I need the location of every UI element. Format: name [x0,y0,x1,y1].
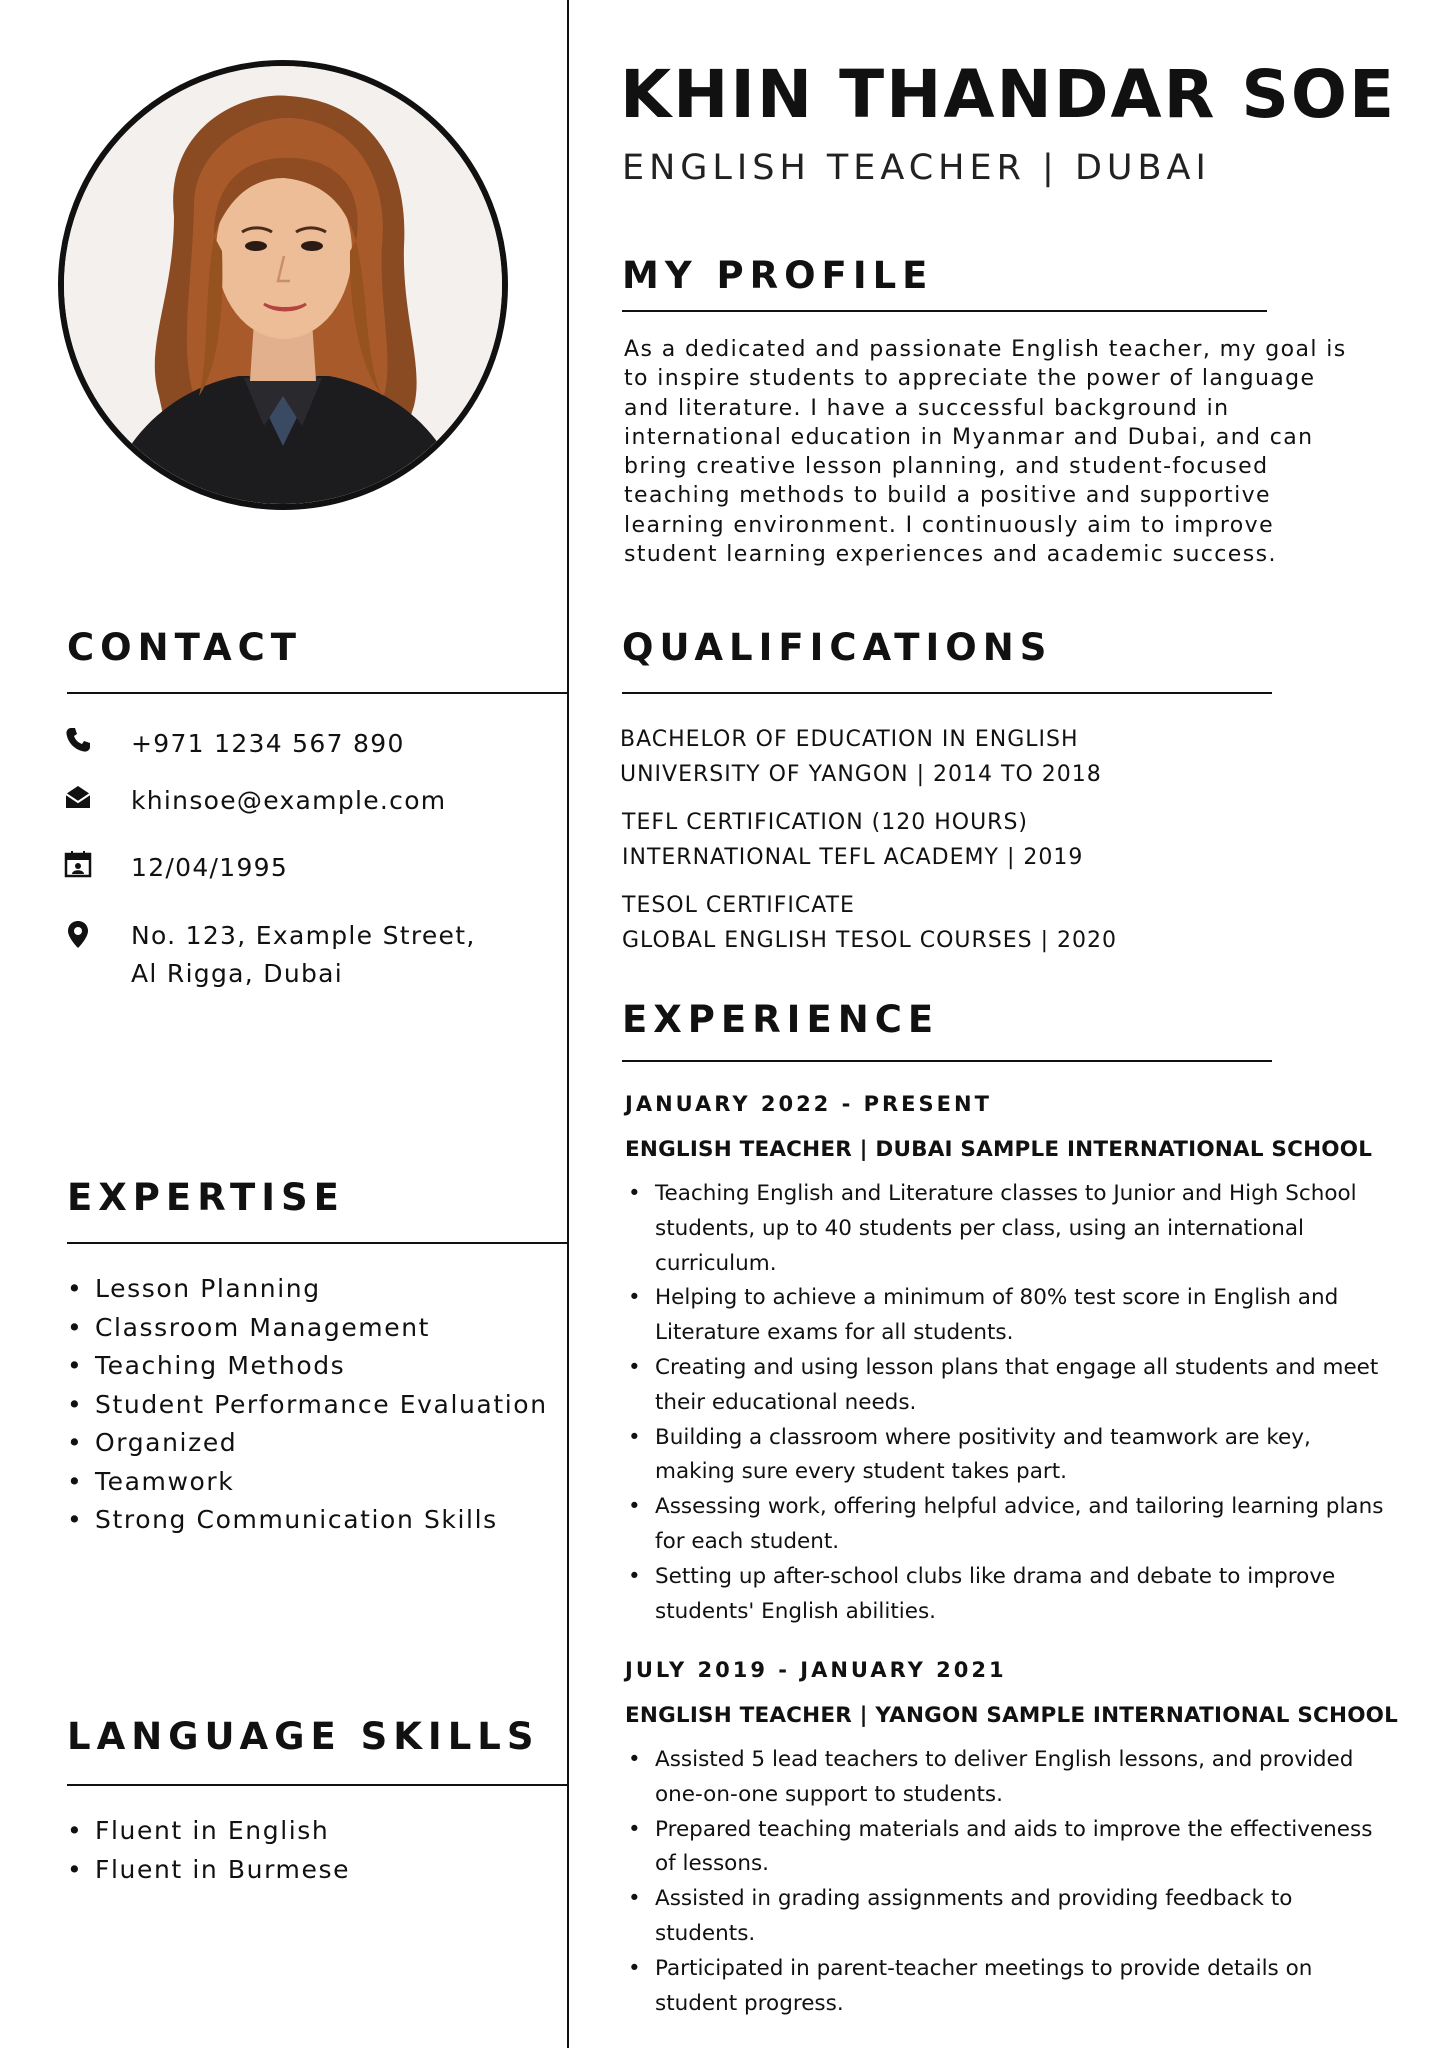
qualifications-divider [622,692,1272,694]
profile-photo [58,60,508,510]
contact-divider [67,692,567,694]
list-item: • Organized [67,1424,548,1463]
qualification-institution: UNIVERSITY OF YANGON | 2014 TO 2018 [620,762,1102,787]
location-pin-icon [63,917,93,947]
address-line-2: Al Rigga, Dubai [131,959,343,988]
profile-divider [622,310,1267,312]
list-item: • Helping to achieve a minimum of 80% test score in English and Literature exams for all students. [628,1281,1388,1351]
list-item: • Assisted 5 lead teachers to deliver English lessons, and provided one-on-one support to students. [628,1743,1388,1813]
contact-email[interactable]: khinsoe@example.com [131,786,447,815]
contact-address-row [63,917,476,993]
calendar-icon [63,849,93,879]
job-duties-list [628,1177,1388,1629]
list-item: • Strong Communication Skills [67,1501,548,1540]
job-date: JANUARY 2022 - PRESENT [625,1092,992,1116]
list-item: • Prepared teaching materials and aids to improve the effectiveness of lessons. [628,1813,1388,1883]
list-item: • Student Performance Evaluation [67,1386,548,1425]
list-item: • Setting up after-school clubs like drama and debate to improve students' English abilities. [628,1560,1388,1630]
contact-title: CONTACT [67,626,302,669]
qualification-degree: TEFL CERTIFICATION (120 HOURS) [622,810,1029,835]
list-item: • Assessing work, offering helpful advice, and tailoring learning plans for each student. [628,1490,1388,1560]
language-skills-list [67,1812,350,1889]
job-role: ENGLISH TEACHER | YANGON SAMPLE INTERNATIONAL SCHOOL [625,1703,1399,1728]
job-duties-list [628,1743,1388,2021]
qualification-degree: TESOL CERTIFICATE [622,893,855,918]
contact-address [131,917,476,993]
list-item: • Classroom Management [67,1309,548,1348]
list-item: • Teamwork [67,1463,548,1502]
job-date: JULY 2019 - JANUARY 2021 [625,1658,1007,1682]
qualifications-section [622,626,1052,669]
candidate-subtitle: ENGLISH TEACHER | DUBAI [622,148,1211,188]
qualifications-title: QUALIFICATIONS [622,626,1053,669]
list-item: • Teaching English and Literature classes to Junior and High School students, up to 40 students per class, using an international curriculum. [628,1177,1388,1281]
experience-section [622,998,939,1041]
qualification-item [622,805,1083,875]
qualification-item [620,722,1102,792]
column-divider [567,0,569,2048]
qualification-institution: GLOBAL ENGLISH TESOL COURSES | 2020 [622,928,1118,953]
address-line-1: No. 123, Example Street, [131,921,476,950]
profile-title: MY PROFILE [622,254,934,297]
contact-birthdate-row [63,849,288,887]
qualification-institution: INTERNATIONAL TEFL ACADEMY | 2019 [622,845,1084,870]
contact-phone-row [63,725,405,763]
language-skills-section [67,1715,540,1758]
list-item: • Assisted in grading assignments and providing feedback to students. [628,1882,1388,1952]
list-item: • Fluent in English [67,1812,350,1851]
list-item: • Fluent in Burmese [67,1851,350,1890]
list-item: • Building a classroom where positivity and teamwork are key, making sure every student takes part. [628,1421,1388,1491]
list-item: • Creating and using lesson plans that engage all students and meet their educational needs. [628,1351,1388,1421]
list-item: • Teaching Methods [67,1347,548,1386]
qualification-item [622,888,1117,958]
contact-email-row [63,782,446,820]
profile-section [622,254,933,297]
experience-title: EXPERIENCE [622,998,940,1041]
contact-birthdate: 12/04/1995 [131,853,289,882]
profile-text: As a dedicated and passionate English teacher, my goal is to inspire students to appreciate the power of language and literature. I have a successful background in international education in Myanmar and Dubai, and can bring creative lesson planning, and student-focused teaching methods to build a positive and supportive learning environment. I continuously aim to improve student learning experiences and academic success. [624,337,1347,568]
language-skills-divider [67,1784,567,1786]
envelope-icon [63,782,93,812]
contact-section [67,626,302,669]
qualification-degree: BACHELOR OF EDUCATION IN ENGLISH [620,727,1079,752]
phone-icon [63,725,93,755]
list-item: • Lesson Planning [67,1270,548,1309]
experience-divider [622,1060,1272,1062]
expertise-title: EXPERTISE [67,1176,345,1219]
list-item: • Participated in parent-teacher meetings to provide details on student progress. [628,1952,1388,2022]
expertise-divider [67,1242,567,1244]
language-skills-title: LANGUAGE SKILLS [67,1715,540,1758]
candidate-name: KHIN THANDAR SOE [620,56,1397,133]
portrait-illustration [64,66,502,504]
expertise-section [67,1176,345,1219]
job-role: ENGLISH TEACHER | DUBAI SAMPLE INTERNATIONAL SCHOOL [625,1137,1373,1162]
expertise-list [67,1270,548,1540]
contact-phone[interactable]: +971 1234 567 890 [131,729,405,758]
